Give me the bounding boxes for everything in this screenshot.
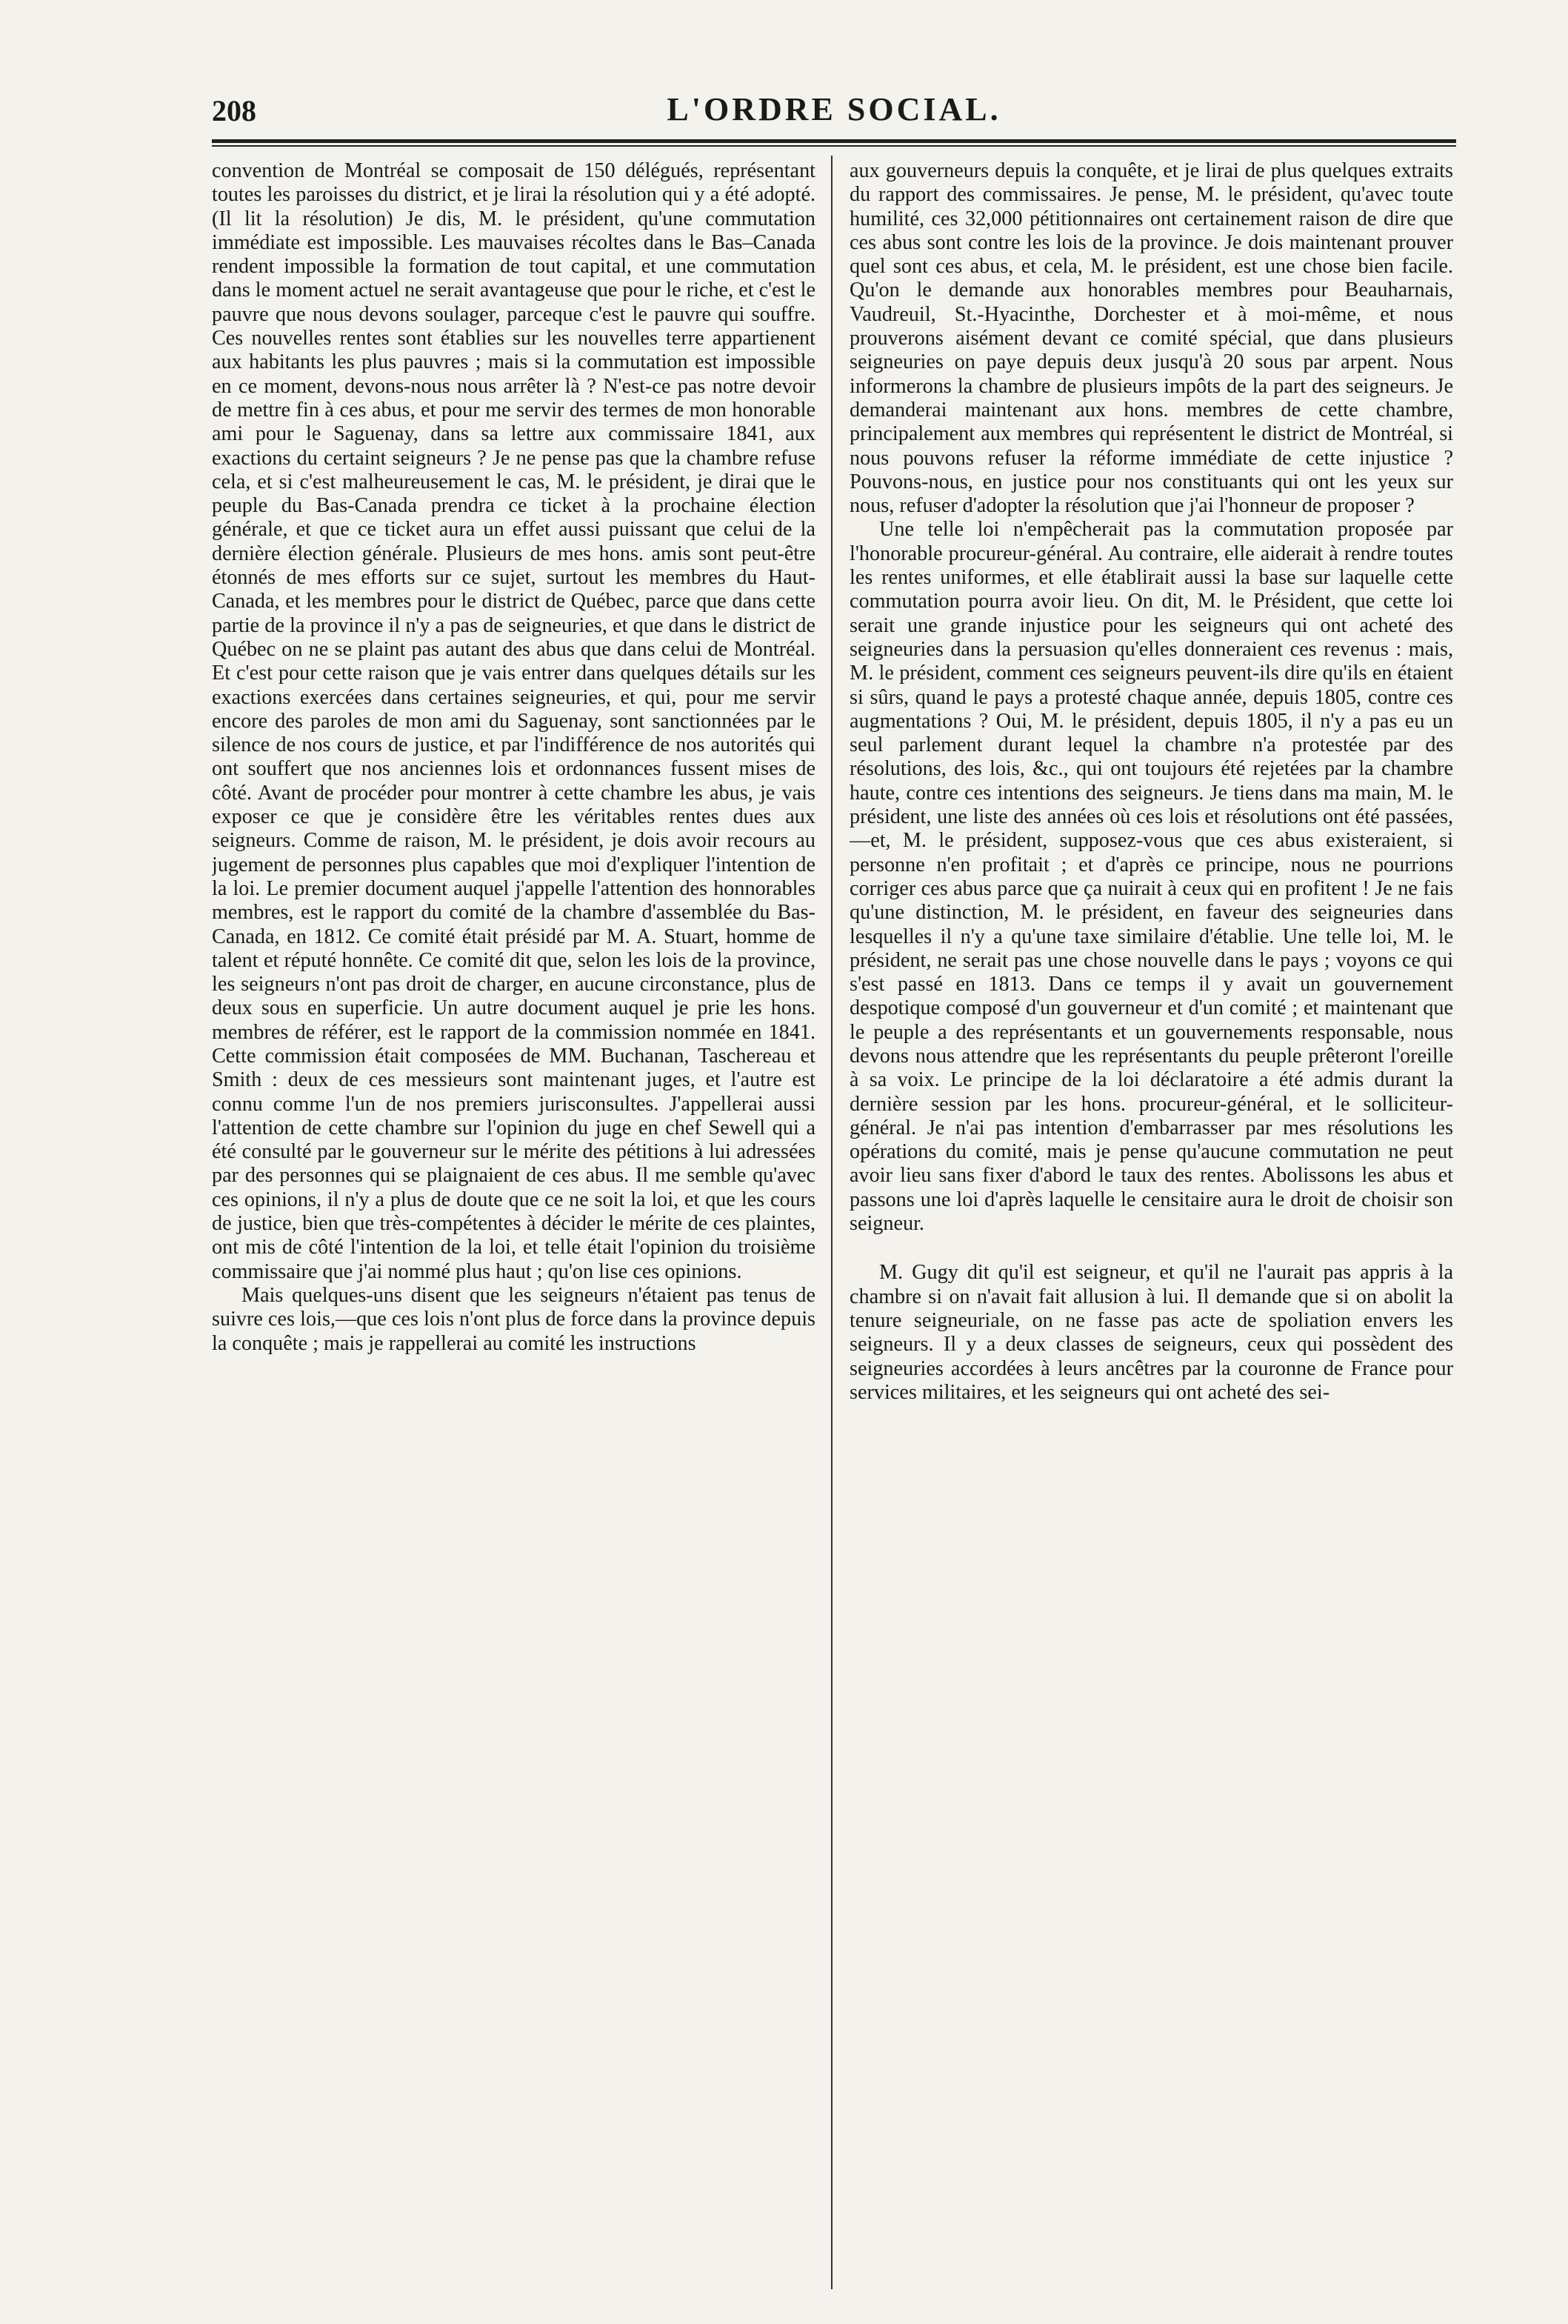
journal-title: L'ORDRE SOCIAL. [667, 91, 1001, 127]
right-paragraph-3: M. Gugy dit qu'il est seigneur, et qu'il ne l'aurait pas appris à la chambre si on n'avait fait allusion à lui. Il demande que si on abolit la tenure seigneuriale, on ne fasse pas acte de spoliation envers les seigneurs. Il y a deux classes de seigneurs, ceux qui possèdent des seigneuries accordées à leurs ancêtres par la couronne de France pour services militaires, et les seigneurs qui ont acheté des sei- [850, 1261, 1453, 1404]
right-paragraph-2: Une telle loi n'empêcherait pas la commutation proposée par l'honorable procureur-général. Au contraire, elle aiderait à rendre toutes les rentes uniformes, et elle établirait aussi la base sur laquelle cette commutation pourra avoir lieu. On dit, M. le Président, que cette loi serait une grande injustice pour les seigneurs qui ont acheté des seigneuries dans la persuasion qu'elles donneraient ces revenus : mais, M. le président, comment ces seigneurs peuvent-ils dire qu'ils en étaient si sûrs, quand le pays a protesté chaque année, depuis 1805, contre ces augmentations ? Oui, M. le président, depuis 1805, il n'y a pas eu un seul parlement durant lequel la chambre n'a protestée par des résolutions, des lois, &c., qui ont toujours été rejetées par la chambre haute, contre ces intentions des seigneurs. Je tiens dans ma main, M. le président, une liste des années où ces lois et résolutions ont été passées,—et, M. le président, supposez-vous que ces abus existeraient, si personne n'en profitait ; et d'après ce principe, nous ne pourrions corriger ces abus parce que ça nuirait à ceux qui en profitent ! Je ne fais qu'une distinction, M. le président, en faveur des seigneuries dans lesquelles il n'y a qu'une taxe similaire d'établie. Une telle loi, M. le président, ne serait pas une chose nouvelle dans le pays ; voyons ce qui s'est passé en 1813. Dans ce temps il y avait un gouvernement despotique composé d'un gouverneur et d'un comité ; et maintenant que le peuple a des représentants et un gouvernements responsable, nous devons nous attendre que les représentants du peuple prêteront l'oreille à sa voix. Le principe de la loi déclaratoire a été admis durant la dernière session par les hons. procureur-général, et le solliciteur-général. Je n'ai pas intention d'embarrasser par mes résolutions les opérations du comité, mais je pense qu'aucune commutation ne peut avoir lieu sans fixer d'abord le taux des rentes. Abolissons les abus et passons une loi d'après laquelle le censitaire aura le droit de choisir son seigneur. [850, 518, 1453, 1236]
right-paragraph-1: aux gouverneurs depuis la conquête, et je lirai de plus quelques extraits du rapport des commissaires. Je pense, M. le président, qu'avec toute humilité, ces 32,000 pétitionnaires ont certainement raison de dire que ces abus sont contre les lois de la province. Je dois maintenant prouver quel sont ces abus, et cela, M. le président, est une chose bien facile. Qu'on le demande aux honorables membres pour Beauharnais, Vaudreuil, St.-Hyacinthe, Dorchester et à moi-même, et nous prouverons aisément devant ce comité spécial, que dans plusieurs seigneuries on paye depuis deux jusqu'à 20 sous par arpent. Nous informerons la chambre de plusieurs impôts de la part des seigneurs. Je demanderai maintenant aux hons. membres de cette chambre, principalement aux membres qui représentent le district de Montréal, si nous pouvons refuser la réforme immédiate de cette injustice ? Pouvons-nous, en justice pour nos constituants qui ont les yeux sur nous, refuser d'adopter la résolution que j'ai l'honneur de proposer ? [850, 159, 1453, 518]
right-column [850, 159, 1453, 2293]
left-column [212, 159, 815, 2293]
column-divider [831, 156, 833, 2289]
page-number: 208 [212, 94, 256, 127]
left-paragraph-2: Mais quelques-uns disent que les seigneurs n'étaient pas tenus de suivre ces lois,—que ces lois n'ont plus de force dans la province depuis la conquête ; mais je rappellerai au comité les instructions [212, 1283, 815, 1355]
header-rule [212, 139, 1456, 147]
left-paragraph-1: convention de Montréal se composait de 150 délégués, représentant toutes les paroisses du district, et je lirai la résolution qui y a été adopté. (Il lit la résolution) Je dis, M. le président, qu'une commutation immédiate est impossible. Les mauvaises récoltes dans le Bas–Canada rendent impossible la formation de tout capital, et une commutation dans le moment actuel ne serait avantageuse que pour le riche, et c'est le pauvre que nous devons soulager, parceque c'est le pauvre qui souffre. Ces nouvelles rentes sont établies sur les nouvelles terre appartienent aux habitants les plus pauvres ; mais si la commutation est impossible en ce moment, devons-nous nous arrêter là ? N'est-ce pas notre devoir de mettre fin à ces abus, et pour me servir des termes de mon honorable ami pour le Saguenay, dans sa lettre aux commissaire 1841, aux exactions du certaint seigneurs ? Je ne pense pas que la chambre refuse cela, et si c'est malheureusement le cas, M. le président, je dirai que le peuple du Bas-Canada prendra ce ticket à la prochaine élection générale, et que ce ticket aura un effet aussi puissant que celui de la dernière élection générale. Plusieurs de mes hons. amis sont peut-être étonnés de mes efforts sur ce sujet, surtout les membres du Haut-Canada, et les membres pour le district de Québec, parce que dans cette partie de la province il n'y a pas de seigneuries, et que dans le district de Québec on ne se plaint pas autant des abus que dans celui de Montréal. Et c'est pour cette raison que je vais entrer dans quelques détails sur les exactions exercées dans certaines seigneuries, et qui, pour me servir encore des paroles de mon ami du Saguenay, sont sanctionnées par le silence de nos cours de justice, et par l'indifférence de nos autorités qui ont souffert que nos anciennes lois et ordonnances fussent mises de côté. Avant de procéder pour montrer à cette chambre les abus, je vais exposer ce que je considère être les véritables rentes dues aux seigneurs. Comme de raison, M. le président, je dois avoir recours au jugement de personnes plus capables que moi d'expliquer l'intention de la loi. Le premier document auquel j'appelle l'attention des honnorables membres, est le rapport du comité de la chambre d'assemblée du Bas-Canada, en 1812. Ce comité était présidé par M. A. Stuart, homme de talent et réputé honnête. Ce comité dit que, selon les lois de la province, les seigneurs n'ont pas droit de charger, en aucune circonstance, plus de deux sous en superficie. Un autre document auquel je prie les hons. membres de référer, est le rapport de la commission nommée en 1841. Cette commission était composées de MM. Buchanan, Taschereau et Smith : deux de ces messieurs sont maintenant juges, et l'autre est connu comme l'un de nos premiers jurisconsultes. J'appellerai aussi l'attention de cette chambre sur l'opinion du juge en chef Sewell qui a été consulté par le gouverneur sur le mérite des pétitions à lui adressées par des personnes qui se plaignaient de ces abus. Il me semble qu'avec ces opinions, il n'y a plus de doute que ce ne soit la loi, et que les cours de justice, bien que très-compétentes à décider le mérite de ces plaintes, ont mis de côté l'intention de la loi, et telle était l'opinion du troisième commissaire que j'ai nommé plus haut ; qu'on lise ces opinions. [212, 159, 815, 1283]
page-header [212, 87, 1456, 139]
